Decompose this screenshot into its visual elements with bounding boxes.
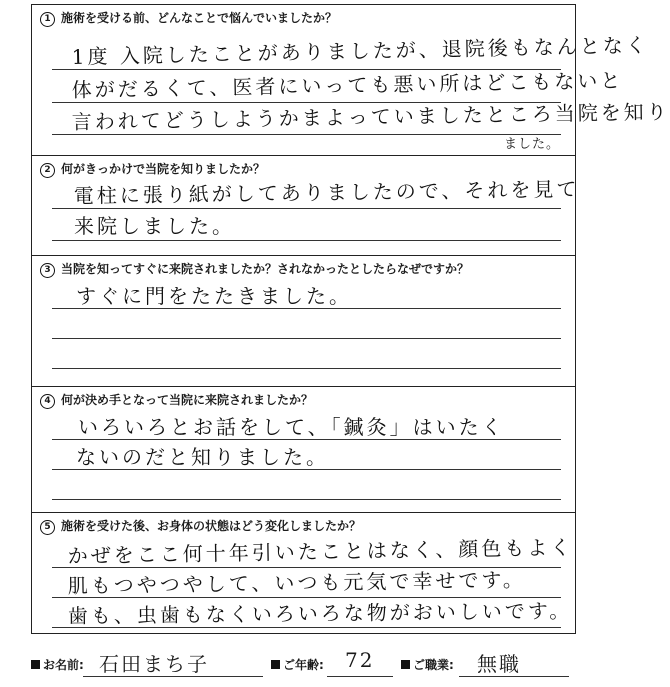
question-section-3 <box>32 255 575 386</box>
question-4-heading <box>40 391 313 409</box>
question-text: 当院を知ってすぐに来院されましたか？されなかったとしたらなぜですか？ <box>61 262 470 276</box>
question-text: 施術を受ける前、どんなことで悩んでいましたか？ <box>61 11 338 25</box>
answer-text: 1度 入院したことがありましたが、退院後もなんとなく <box>71 32 649 70</box>
question-text: 何が決め手となって当院に来院されましたか？ <box>61 393 314 407</box>
answer-line <box>52 134 561 135</box>
answer-text: 肌もつやつやして、いつも元気で幸せです。 <box>67 567 526 599</box>
question-number: 2 <box>40 163 55 178</box>
answer-line <box>52 499 561 500</box>
age-underline <box>327 676 393 677</box>
answer-text: 電柱に張り紙がしてありましたので、それを見て <box>73 176 580 209</box>
answer-text: 歯も、虫歯もなくいろいろな物がおいしいです。 <box>67 598 573 629</box>
question-number: 4 <box>40 394 55 409</box>
answer-text: 言われてどうしようかまよっていましたところ当院を知り <box>71 99 670 135</box>
question-number: 3 <box>40 263 55 278</box>
occupation-value: 無職 <box>477 652 521 676</box>
respondent-info <box>31 646 576 682</box>
answer-text: ないのだと知りました。 <box>76 445 329 469</box>
question-section-2 <box>32 155 580 255</box>
answer-text: ました。 <box>504 137 561 152</box>
answer-text: すぐに門をたたきました。 <box>76 284 352 308</box>
question-text: 何がきっかけで当院を知りましたか？ <box>61 162 266 176</box>
questionnaire-form <box>31 4 670 634</box>
age-label: ご年齢: <box>271 656 324 673</box>
answer-text: いろいろとお話をして、「鍼灸」はいたく <box>78 415 505 439</box>
question-section-4 <box>32 386 575 512</box>
square-bullet-icon <box>271 660 280 669</box>
answer-text: 来院しました。 <box>74 214 235 238</box>
name-value: 石田まち子 <box>99 652 209 676</box>
square-bullet-icon <box>31 660 40 669</box>
question-3-heading <box>40 260 469 278</box>
age-value: 72 <box>345 648 375 672</box>
question-5-heading <box>40 517 361 535</box>
question-section-1 <box>32 5 670 155</box>
question-text: 施術を受けた後、お身体の状態はどう変化しましたか？ <box>61 519 362 533</box>
question-section-5 <box>32 512 575 634</box>
square-bullet-icon <box>401 660 410 669</box>
answer-text: 体がだるくて、医者にいっても悪い所はどこもないと <box>71 68 624 103</box>
question-number: 1 <box>40 12 55 27</box>
question-number: 5 <box>40 520 55 535</box>
answer-line <box>52 240 561 241</box>
question-2-heading <box>40 160 265 178</box>
answer-line <box>52 338 561 339</box>
question-1-heading <box>40 9 337 27</box>
answer-text: かぜをここ何十年引いたことはなく、顔色もよく <box>67 535 574 569</box>
answer-line <box>52 368 561 369</box>
name-label: お名前: <box>31 656 84 673</box>
occupation-label: ご職業: <box>401 656 454 673</box>
